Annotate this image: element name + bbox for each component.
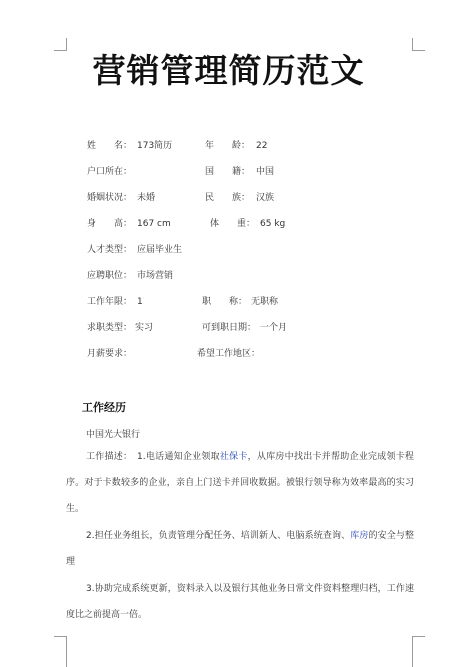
field-label: 职 称： — [202, 297, 248, 307]
field-value: 中国 — [256, 167, 275, 177]
field-label: 希望工作地区： — [197, 349, 261, 359]
field-label: 民 族： — [205, 193, 251, 203]
paragraph-text: 工作描述： 1.电话通知企业领取 — [86, 452, 220, 462]
field-label: 身 高： — [87, 219, 133, 229]
field-label: 应聘职位： — [87, 271, 133, 281]
company-name: 中国光大银行 — [86, 430, 141, 440]
work-description-paragraph-1 — [66, 444, 414, 522]
field-label: 求职类型： — [87, 323, 133, 333]
paragraph-text: 2.担任业务组长，负责管理分配任务、培训新人、电脑系统查询、 — [86, 531, 351, 541]
document-title: 营销管理简历范文 — [92, 51, 365, 90]
field-value: 22 — [256, 141, 268, 151]
link-warehouse[interactable]: 库房 — [350, 531, 369, 541]
paragraph-text: ，从库房中找出卡并帮助企业完成领卡程序。对于卡数较多的企业，亲自上门送卡并回收数据。被银行领导称为效率最高的实习生。 — [66, 452, 414, 514]
field-label: 体 重： — [210, 219, 256, 229]
field-value: 一个月 — [260, 323, 288, 333]
field-value: 173简历 — [137, 141, 173, 151]
field-label: 工作年限： — [87, 297, 133, 307]
field-label: 婚姻状况： — [87, 193, 133, 203]
paragraph-text: 的安全与整理 — [66, 531, 414, 567]
field-label: 年 龄： — [205, 141, 251, 151]
field-value: 167 cm — [137, 219, 171, 229]
field-label: 月薪要求： — [87, 349, 133, 359]
field-value: 汉族 — [256, 193, 275, 203]
work-description-paragraph-3: 3.协助完成系统更新，资料录入以及银行其他业务日常文件资料整理归档，工作速度比之前提高一倍。 — [66, 584, 414, 620]
field-value: 未婚 — [137, 193, 156, 203]
field-label: 可到职日期： — [202, 323, 257, 333]
field-value: 65 kg — [260, 219, 286, 229]
field-value: 应届毕业生 — [137, 245, 183, 255]
field-label: 户口所在： — [87, 167, 133, 177]
field-value: 市场营销 — [137, 271, 174, 281]
field-value: 无职称 — [251, 297, 279, 307]
field-label: 人才类型： — [87, 245, 133, 255]
link-social-security-card[interactable]: 社保卡 — [219, 452, 248, 462]
field-value: 1 — [137, 297, 143, 307]
section-heading-work-experience: 工作经历 — [82, 401, 126, 414]
work-description-paragraph-2 — [66, 523, 414, 575]
field-label: 姓 名： — [87, 141, 133, 151]
field-value: 实习 — [135, 323, 154, 333]
field-label: 国 籍： — [205, 167, 251, 177]
